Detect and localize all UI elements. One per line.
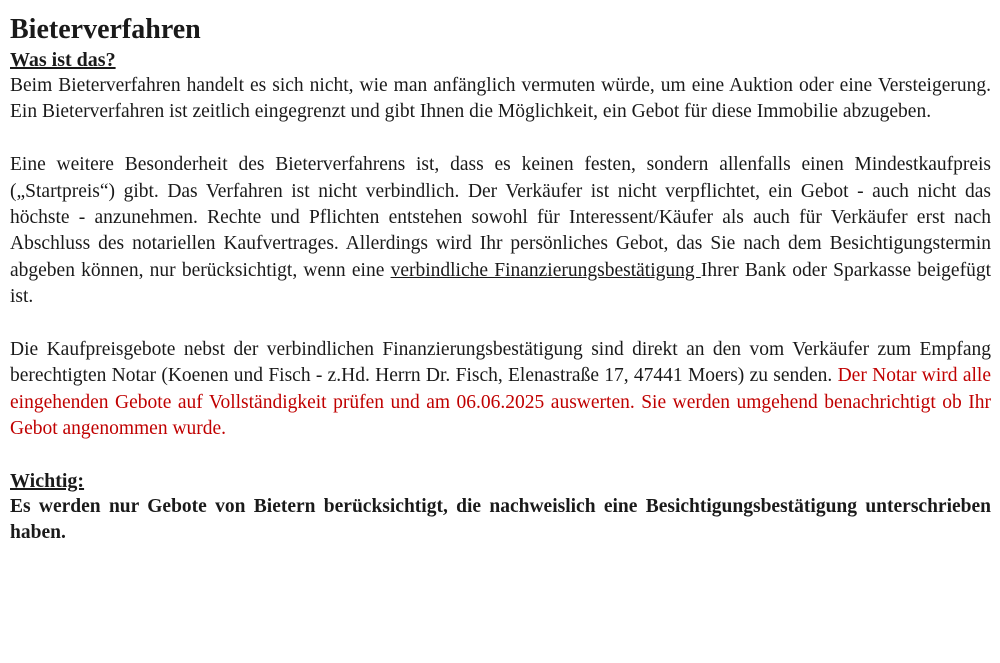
important-heading: Wichtig: [10, 470, 85, 493]
spacer [10, 311, 991, 337]
paragraph-submission-text: Die Kaufpreisgebote nebst der verbindlichen Finanzierungsbestätigung sind direkt an den vom Verkäufer zum Empfang berechtigten Notar (Koenen und Fisch - z.Hd. Herrn Dr. Fisch, Elenastraße 17, 47441 Moers) zu senden. [10, 339, 991, 387]
paragraph-submission [10, 337, 991, 443]
notary-notice-highlight: Der Notar wird alle eingehenden Gebote auf Vollständigkeit prüfen und am 06.06.2025 auswerten. Sie werden umgehend benachrichtigt ob Ihr Gebot angenommen wurde. [10, 365, 991, 440]
paragraph-details-text: Eine weitere Besonderheit des Bieterverfahrens ist, dass es keinen festen, sondern allenfalls einen Mindestkaufpreis („Startpreis“) gibt. Das Verfahren ist nicht verbindlich. Der Verkäufer ist nicht verpflichtet, ein Gebot - auch nicht das höchste - anzunehmen. Rechte und Pflichten entstehen sowohl für Interessent/Käufer als auch für Verkäufer erst nach Abschluss des notariellen Kaufvertrages. Allerdings wird Ihr persönliches Gebot, das Sie nach dem Besichtigungstermin abgeben können, nur berücksichtigt, wenn eine [10, 154, 991, 281]
paragraph-details [10, 152, 991, 310]
paragraph-intro: Beim Bieterverfahren handelt es sich nicht, wie man anfänglich vermuten würde, um eine Auktion oder eine Versteigerung. Ein Bieterverfahren ist zeitlich eingegrenzt und gibt Ihnen die Möglichkeit, ein Gebot für diese Immobilie abzugeben. [10, 75, 991, 123]
page-title: Bieterverfahren [10, 14, 201, 45]
section-heading-what-is-it: Was ist das? [10, 49, 116, 71]
spacer [10, 126, 991, 152]
financing-confirmation-link: verbindliche Finanzierungsbestätigung [390, 259, 701, 281]
spacer [10, 443, 991, 469]
important-notice: Es werden nur Gebote von Bietern berücksichtigt, die nachweislich eine Besichtigungsbestätigung unterschrieben haben. [10, 496, 991, 544]
paragraph-details-text-end: Ihrer Bank oder Sparkasse beigefügt ist. [10, 259, 991, 308]
